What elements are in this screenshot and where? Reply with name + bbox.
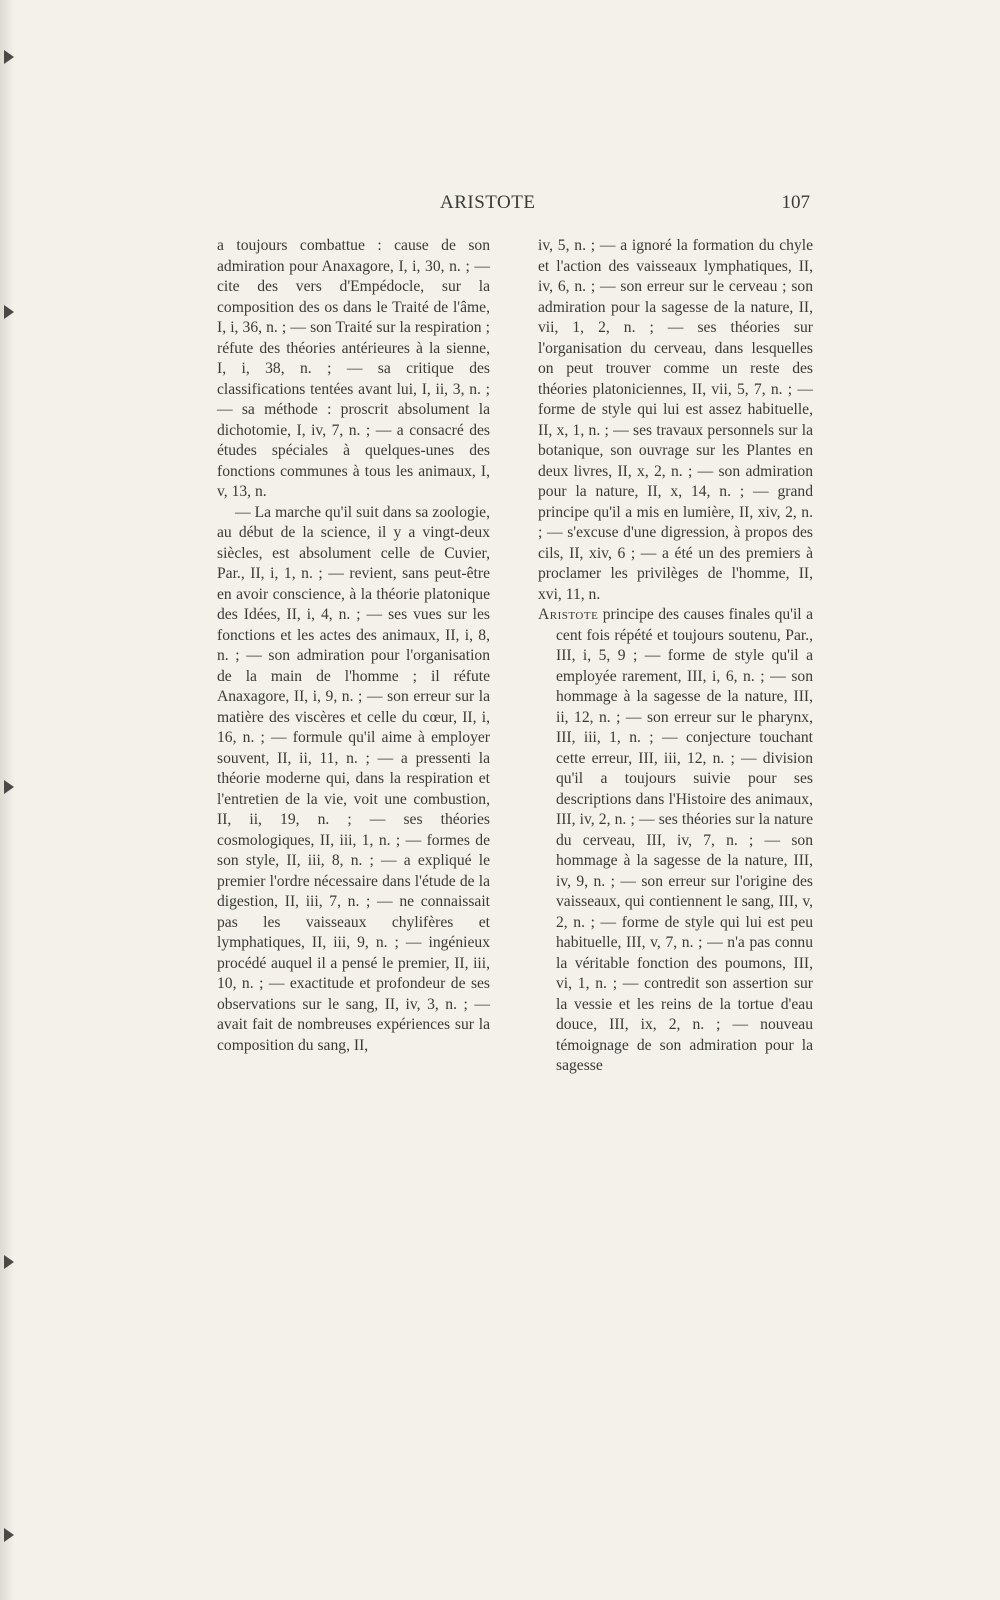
running-title: ARISTOTE (440, 192, 536, 213)
margin-mark (4, 50, 14, 64)
margin-mark (4, 1528, 14, 1542)
entry-headword: Aristote (538, 606, 599, 623)
margin-mark (4, 305, 14, 319)
index-entry-heading (538, 605, 813, 1077)
index-column-right (538, 236, 813, 1077)
index-entry-paragraph: — La marche qu'il suit dans sa zoologie, au début de la science, il y a vingt-deux siècles, est absolument celle de Cuvier, Par., II, i, 1, n. ; — revient, sans peut-être en avoir conscience, à la théorie platonique des Idées, II, i, 4, n. ; — ses vues sur les fonctions et les actes des animaux, II, i, 8, n. ; — son admiration pour l'organisation de la main de l'homme ; il réfute Anaxagore, II, i, 9, n. ; — son erreur sur la matière des viscères et celle du cœur, II, i, 16, n. ; — formule qu'il aime à employer souvent, II, ii, 11, n. ; — a pressenti la théorie moderne qui, dans la respiration et l'entretien de la vie, voit une combustion, II, ii, 19, n. ; — ses théories cosmologiques, II, iii, 1, n. ; — formes de son style, II, iii, 8, n. ; — a expliqué le premier l'ordre nécessaire dans l'étude de la digestion, II, iii, 7, n. ; — ne connaissait pas les vaisseaux chylifères et lymphatiques, II, iii, 9, n. ; — ingénieux procédé auquel il a pensé le premier, II, iii, 10, n. ; — exactitude et profondeur de ses observations sur le sang, II, iv, 3, n. ; — avait fait de nombreuses expériences sur la composition du sang, II, (217, 503, 490, 1054)
page-number: 107 (781, 192, 810, 213)
margin-mark (4, 1255, 14, 1269)
entry-text: principe des causes finales qu'il a cent fois répété et toujours soutenu, Par., III, i, 5, 9 ; — forme de style qu'il a employée rarement, III, i, 6, n. ; — son hommage à la sagesse de la nature, III, ii, 12, n. ; — son erreur sur le pharynx, III, iii, 1, n. ; — conjecture touchant cette erreur, III, iii, 12, n. ; — division qu'il a toujours suivie pour ses descriptions dans l'Histoire des animaux, III, iv, 2, n. ; — ses théories sur la nature du cerveau, III, iv, 7, n. ; — son hommage à la sagesse de la nature, III, iv, 9, n. ; — son erreur sur l'origine des vaisseaux, qui contiennent le sang, III, v, 2, n. ; — forme de style qui lui est peu habituelle, III, v, 7, n. ; — n'a pas connu la véritable fonction des poumons, III, vi, 1, n. ; — contredit son assertion sur la vessie et les reins de la tortue d'eau douce, III, ix, 2, n. ; — nouveau témoignage de son admiration pour la sagesse (556, 606, 813, 1074)
running-head (440, 192, 810, 220)
page-edge (0, 0, 14, 1600)
index-entry-continuation: iv, 5, n. ; — a ignoré la formation du chyle et l'action des vaisseaux lymphatiques, II, iv, 6, n. ; — son erreur sur le cerveau ; son admiration pour la sagesse de la nature, II, vii, 1, 2, n. ; — ses théories sur l'organisation du cerveau, dans lesquelles on peut trouver comme un reste des théories platoniciennes, II, vii, 5, 7, n. ; — forme de style qui lui est assez habituelle, II, x, 1, n. ; — ses travaux personnels sur la botanique, son ouvrage sur les Plantes en deux livres, II, x, 2, n. ; — son admiration pour la nature, II, x, 14, n. ; — grand principe qu'il a mis en lumière, II, xiv, 2, n. ; — s'excuse d'une digression, à propos des cils, II, xiv, 6 ; — a été un des premiers à proclamer les privilèges de l'homme, II, xvi, 11, n. (538, 237, 813, 603)
margin-mark (4, 780, 14, 794)
index-column-left (217, 236, 490, 1056)
index-entry-continuation: a toujours combattue : cause de son admiration pour Anaxagore, I, i, 30, n. ; — cite des vers d'Empédocle, sur la composition des os dans le Traité de l'âme, I, i, 36, n. ; — son Traité sur la respiration ; réfute des théories antérieures à la sienne, I, i, 38, n. ; — sa critique des classifications tentées avant lui, I, ii, 3, n. ; — sa méthode : proscrit absolument la dichotomie, I, iv, 7, n. ; — a consacré des études spéciales à quelques-unes des fonctions communes à tous les animaux, I, v, 13, n. (217, 237, 490, 500)
